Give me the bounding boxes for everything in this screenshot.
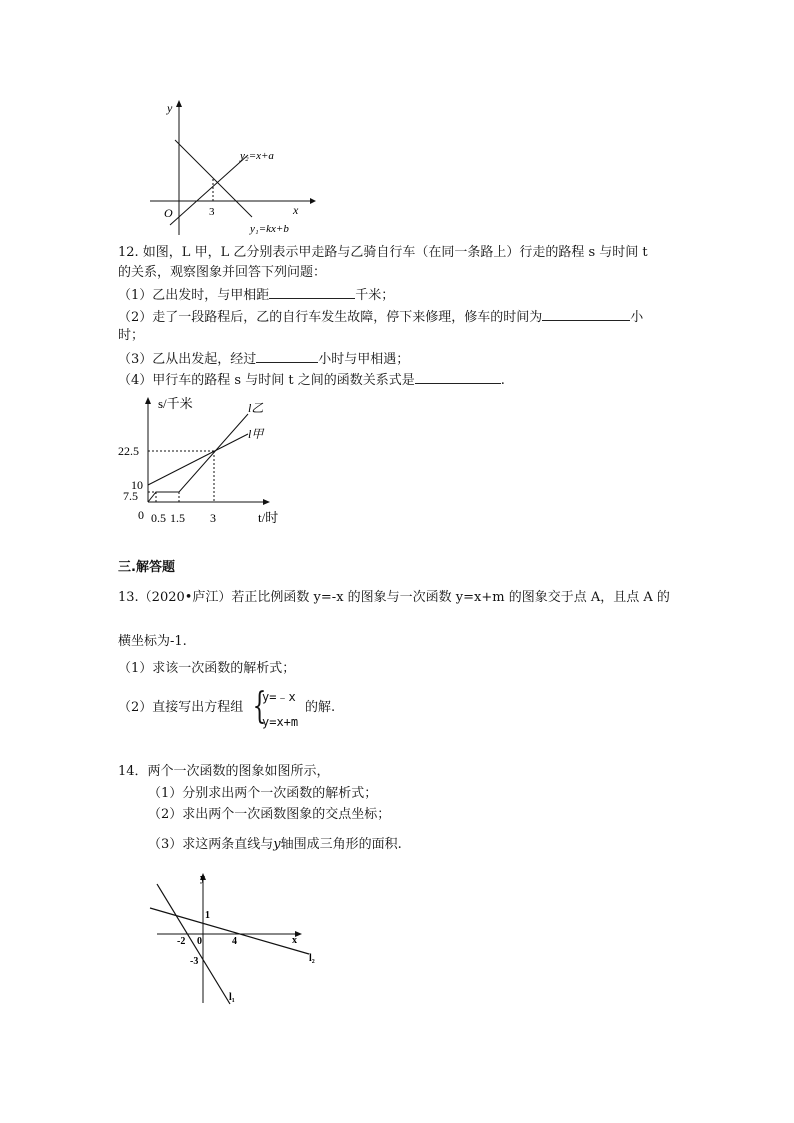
q13-part1: （1）求该一次函数的解析式； <box>118 661 296 676</box>
q12-part1 <box>118 284 394 306</box>
q14-part3-y: y <box>273 837 281 852</box>
tick-1: 1 <box>205 910 210 921</box>
q14-part3 <box>148 835 402 855</box>
y-axis-arrow <box>176 100 182 107</box>
x-axis-arrow <box>310 198 316 204</box>
x-tick-3: 3 <box>210 511 216 525</box>
graph-2 <box>108 392 298 530</box>
y-axis-arrow <box>145 397 151 404</box>
equation-2: y=x+m <box>262 715 299 729</box>
q12-part2 <box>118 306 643 328</box>
origin-label: 0 <box>197 936 202 947</box>
q13-part2-text: （2）直接写出方程组 <box>118 700 244 715</box>
q14-part1: （1）分别求出两个一次函数的解析式； <box>148 786 378 801</box>
x-tick-1-5: 1.5 <box>170 511 185 525</box>
l-jia-label: l甲 <box>248 427 264 441</box>
x-label: x <box>292 935 297 946</box>
q12-part1-unit: 千米； <box>355 288 395 303</box>
line-y1-label: y₁=kx+b <box>250 223 289 235</box>
q14-part3-end: 轴围成三角形的面积. <box>280 837 402 852</box>
line-jia <box>148 434 248 485</box>
x-tick-0-5: 0.5 <box>151 511 166 525</box>
line-l2 <box>150 908 309 954</box>
line-y2-label: y₂=x+a <box>240 150 274 162</box>
y-label: s/千米 <box>158 396 193 411</box>
line-l1 <box>157 884 230 1004</box>
q12-part4-end: . <box>500 373 505 388</box>
q12-part2-unit: 小 <box>630 310 644 325</box>
equation-1: y=﹣x <box>262 690 296 704</box>
q12-line2: 的关系，观察图象并回答下列问题： <box>118 265 327 280</box>
x-label: t/时 <box>258 510 279 525</box>
q12-part3 <box>118 348 409 370</box>
q12-part4-text: （4）甲行车的路程 s 与时间 t 之间的函数关系式是 <box>118 373 415 388</box>
y-tick-10: 10 <box>131 478 143 492</box>
origin-label: O <box>164 206 173 220</box>
line-yi <box>148 414 248 502</box>
q13-line2: 横坐标为-1. <box>118 634 187 649</box>
section-3-title: 三.解答题 <box>118 560 175 575</box>
answer-blank-4[interactable] <box>415 369 501 384</box>
y-tick-22-5: 22.5 <box>118 444 139 458</box>
x-axis-arrow <box>263 499 270 505</box>
graph-3 <box>145 868 325 1008</box>
y-tick-7-5: 7.5 <box>123 489 138 503</box>
q12-part4 <box>118 369 505 391</box>
x-tick-0: 0 <box>138 508 144 522</box>
l2-label: l₂ <box>309 953 315 964</box>
l-yi-label: l乙 <box>248 401 264 415</box>
tick-minus2: -2 <box>177 936 186 947</box>
q13-line1: 13.（2020•庐江）若正比例函数 y=-x 的图象与一次函数 y=x+m 的图象交于点 A，且点 A 的 <box>118 590 670 605</box>
l1-label: l₁ <box>229 992 235 1003</box>
q12-part2-cont: 时； <box>118 328 145 343</box>
q12-part1-text: （1）乙出发时，与甲相距 <box>118 288 270 303</box>
q14-part2: （2）求出两个一次函数图象的交点坐标； <box>148 807 391 822</box>
tick-3: 3 <box>209 206 215 218</box>
answer-blank-3[interactable] <box>256 348 318 363</box>
tick-4: 4 <box>232 936 237 947</box>
x-label: x <box>293 203 299 217</box>
y-label: y <box>200 873 205 884</box>
tick-minus3: -3 <box>190 956 199 967</box>
graph-1 <box>150 95 320 240</box>
answer-blank-1[interactable] <box>269 284 355 299</box>
answer-blank-2[interactable] <box>542 306 630 321</box>
q12-line1: 12. 如图，L 甲，L 乙分别表示甲走路与乙骑自行车（在同一条路上）行走的路程 s 与时间 t <box>118 245 648 260</box>
q12-part2-text: （2）走了一段路程后，乙的自行车发生故障，停下来修理，修车的时间为 <box>118 310 543 325</box>
y-label: y <box>167 101 173 115</box>
q14-part3-text: （3）求这两条直线与 <box>148 837 274 852</box>
q13-part2-end: 的解. <box>305 700 336 715</box>
q12-part3-text: （3）乙从出发起，经过 <box>118 352 257 367</box>
equation-brace: { <box>252 686 267 727</box>
q12-part3-unit: 小时与甲相遇； <box>318 352 410 367</box>
q14-line1: 14．两个一次函数的图象如图所示， <box>118 764 330 779</box>
